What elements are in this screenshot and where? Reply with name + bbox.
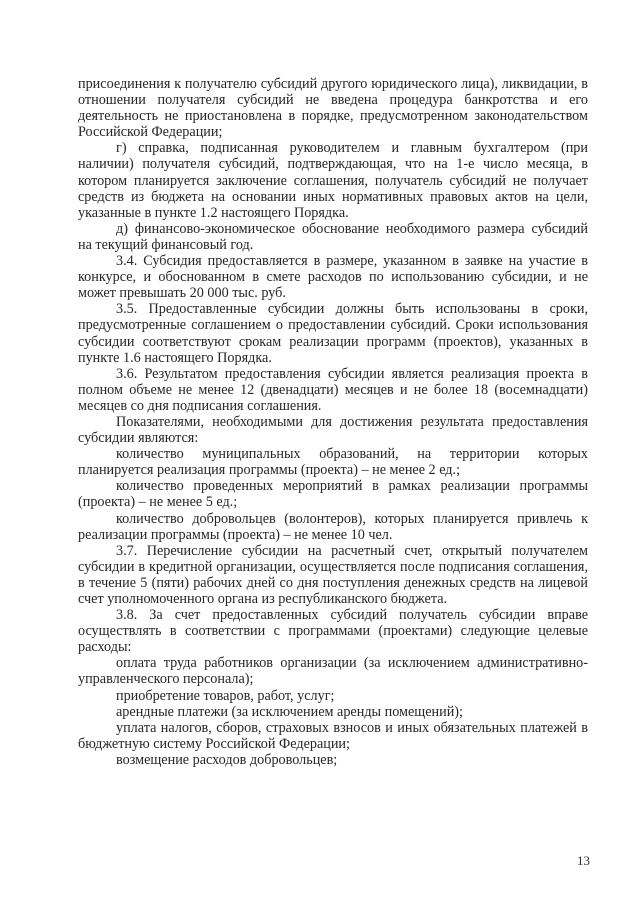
paragraph-3-5: 3.5. Предоставленные субсидии должны быть использованы в сроки, предусмотренные соглашением о предоставлении субсидий. Сроки использования субсидии соответствуют срокам реализации программ (проектов), указанных в пункте 1.6 настоящего Порядка. <box>78 301 588 366</box>
paragraph-expense-salaries: оплата труда работников организации (за исключением административно-управленческого персонала); <box>78 655 588 688</box>
paragraph-expense-volunteers: возмещение расходов добровольцев; <box>116 751 338 768</box>
paragraph-continuation: присоединения к получателю субсидий другого юридического лица), ликвидации, в отношении получателя субсидий не введена процедура банкротства и его деятельность не приостановлена в порядке, предусмотренном законодательством Российской Федерации; <box>78 76 588 141</box>
paragraph-3-6: 3.6. Результатом предоставления субсидии является реализация проекта в полном объеме не менее 12 (двенадцати) месяцев и не более 18 (восемнадцати) месяцев со дня подписания соглашения. <box>78 365 588 414</box>
paragraph-indicator-municipalities: количество муниципальных образований, на территории которых планируется реализация программы (проекта) – не менее 2 ед.; <box>78 446 588 479</box>
page-number: 13 <box>577 853 590 868</box>
paragraph-expense-goods: приобретение товаров, работ, услуг; <box>116 687 335 704</box>
paragraph-expense-rent: арендные платежи (за исключением аренды помещений); <box>116 703 463 720</box>
paragraph-expense-taxes: уплата налогов, сборов, страховых взносов и иных обязательных платежей в бюджетную систему Российской Федерации; <box>78 719 588 752</box>
paragraph-3-7: 3.7. Перечисление субсидии на расчетный счет, открытый получателем субсидии в кредитной организации, осуществляется после подписания соглашения, в течение 5 (пяти) рабочих дней со дня поступления денежных средств на лицевой счет уполномоченного органа из республиканского бюджета. <box>78 542 588 607</box>
paragraph-item-d: д) финансово-экономическое обоснование необходимого размера субсидий на текущий финансовый год. <box>78 220 588 253</box>
paragraph-3-8: 3.8. За счет предоставленных субсидий получатель субсидии вправе осуществлять в соответствии с программами (проектами) следующие целевые расходы: <box>78 607 588 656</box>
paragraph-3-4: 3.4. Субсидия предоставляется в размере, указанном в заявке на участие в конкурсе, и обоснованном в смете расходов по использованию субсидии, и не может превышать 20 000 тыс. руб. <box>78 253 588 302</box>
document-page <box>78 76 588 768</box>
paragraph-indicators-intro: Показателями, необходимыми для достижения результата предоставления субсидии являются: <box>78 413 588 447</box>
paragraph-indicator-volunteers: количество добровольцев (волонтеров), которых планируется привлечь к реализации программы (проекта) – не менее 10 чел. <box>78 510 588 543</box>
paragraph-item-g: г) справка, подписанная руководителем и главным бухгалтером (при наличии) получателя субсидий, подтверждающая, что на 1-е число месяца, в котором планируется заключение соглашения, получатель субсидий не получает средств из бюджета на основании иных нормативных правовых актов на цели, указанные в пункте 1.2 настоящего Порядка. <box>78 140 588 221</box>
paragraph-indicator-events: количество проведенных мероприятий в рамках реализации программы (проекта) – не менее 5 ед.; <box>78 478 588 511</box>
